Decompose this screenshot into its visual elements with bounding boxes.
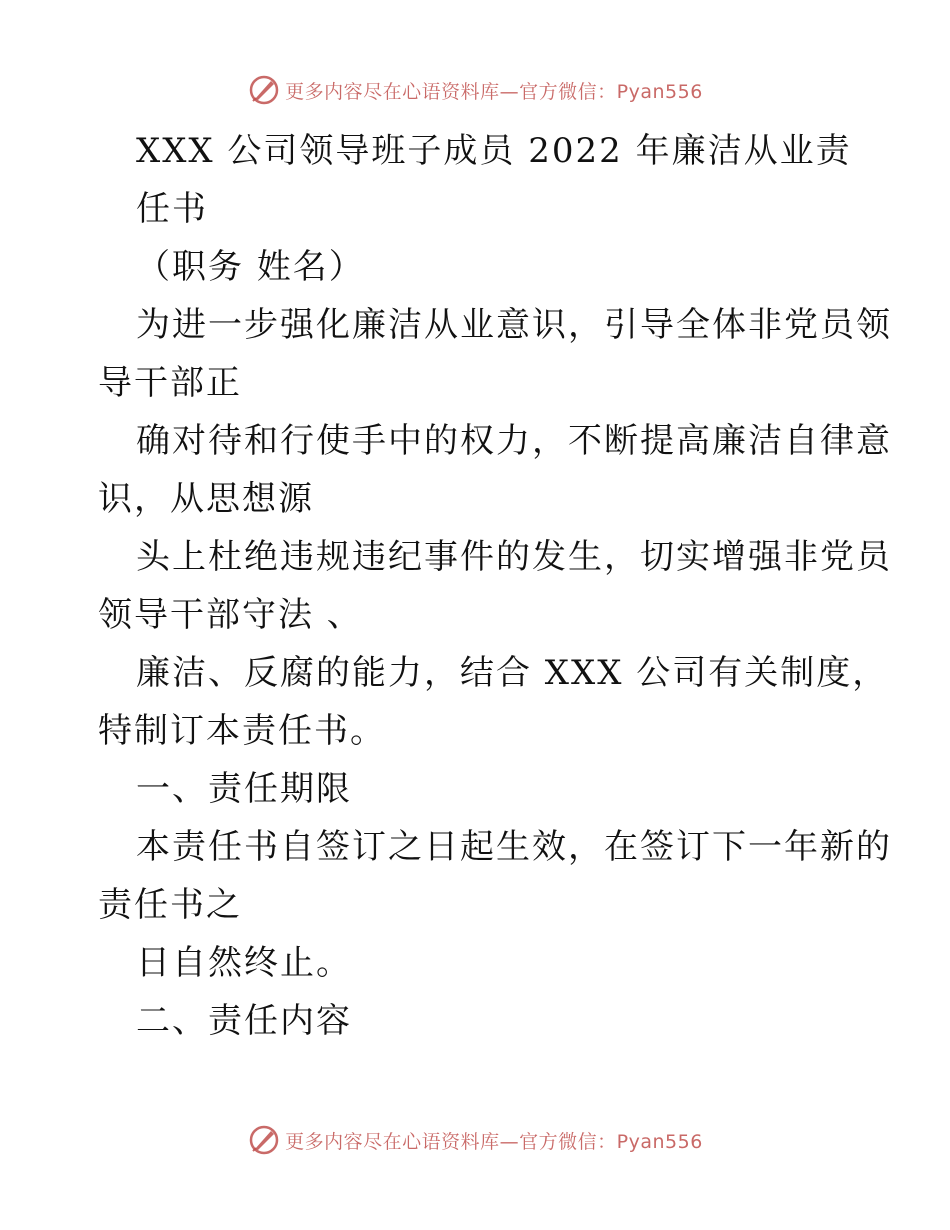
doc-line: 领导干部守法 、 [98, 595, 363, 635]
watermark-text: 更多内容尽在心语资料库—官方微信：Pyan556 [285, 1130, 703, 1153]
doc-line: 特制订本责任书。 [98, 711, 386, 751]
doc-line: （职务 姓名） [136, 247, 365, 287]
doc-line: 本责任书自签订之日起生效，在签订下一年新的 [136, 827, 892, 867]
quill-logo-icon [247, 1123, 281, 1157]
doc-line: 头上杜绝违规违纪事件的发生，切实增强非党员 [136, 537, 892, 577]
quill-logo-icon [247, 73, 281, 107]
doc-line: 识，从思想源 [98, 479, 314, 519]
doc-line: 确对待和行使手中的权力，不断提高廉洁自律意 [136, 421, 892, 461]
doc-line: 导干部正 [98, 363, 242, 403]
doc-line: XXX 公司领导班子成员 2022 年廉洁从业责 [136, 131, 852, 171]
watermark-banner-bottom [0, 1120, 950, 1160]
document-body [98, 122, 892, 1050]
doc-line: 廉洁、反腐的能力，结合 XXX 公司有关制度， [136, 653, 889, 693]
doc-line: 日自然终止。 [136, 943, 352, 983]
doc-line: 为进一步强化廉洁从业意识，引导全体非党员领 [136, 305, 892, 345]
watermark-text: 更多内容尽在心语资料库—官方微信：Pyan556 [285, 80, 703, 103]
doc-line: 责任书之 [98, 885, 242, 925]
watermark-banner-top [0, 70, 950, 110]
doc-line: 一、责任期限 [136, 769, 352, 809]
doc-line: 任书 [136, 189, 208, 229]
doc-line: 二、责任内容 [136, 1001, 352, 1041]
